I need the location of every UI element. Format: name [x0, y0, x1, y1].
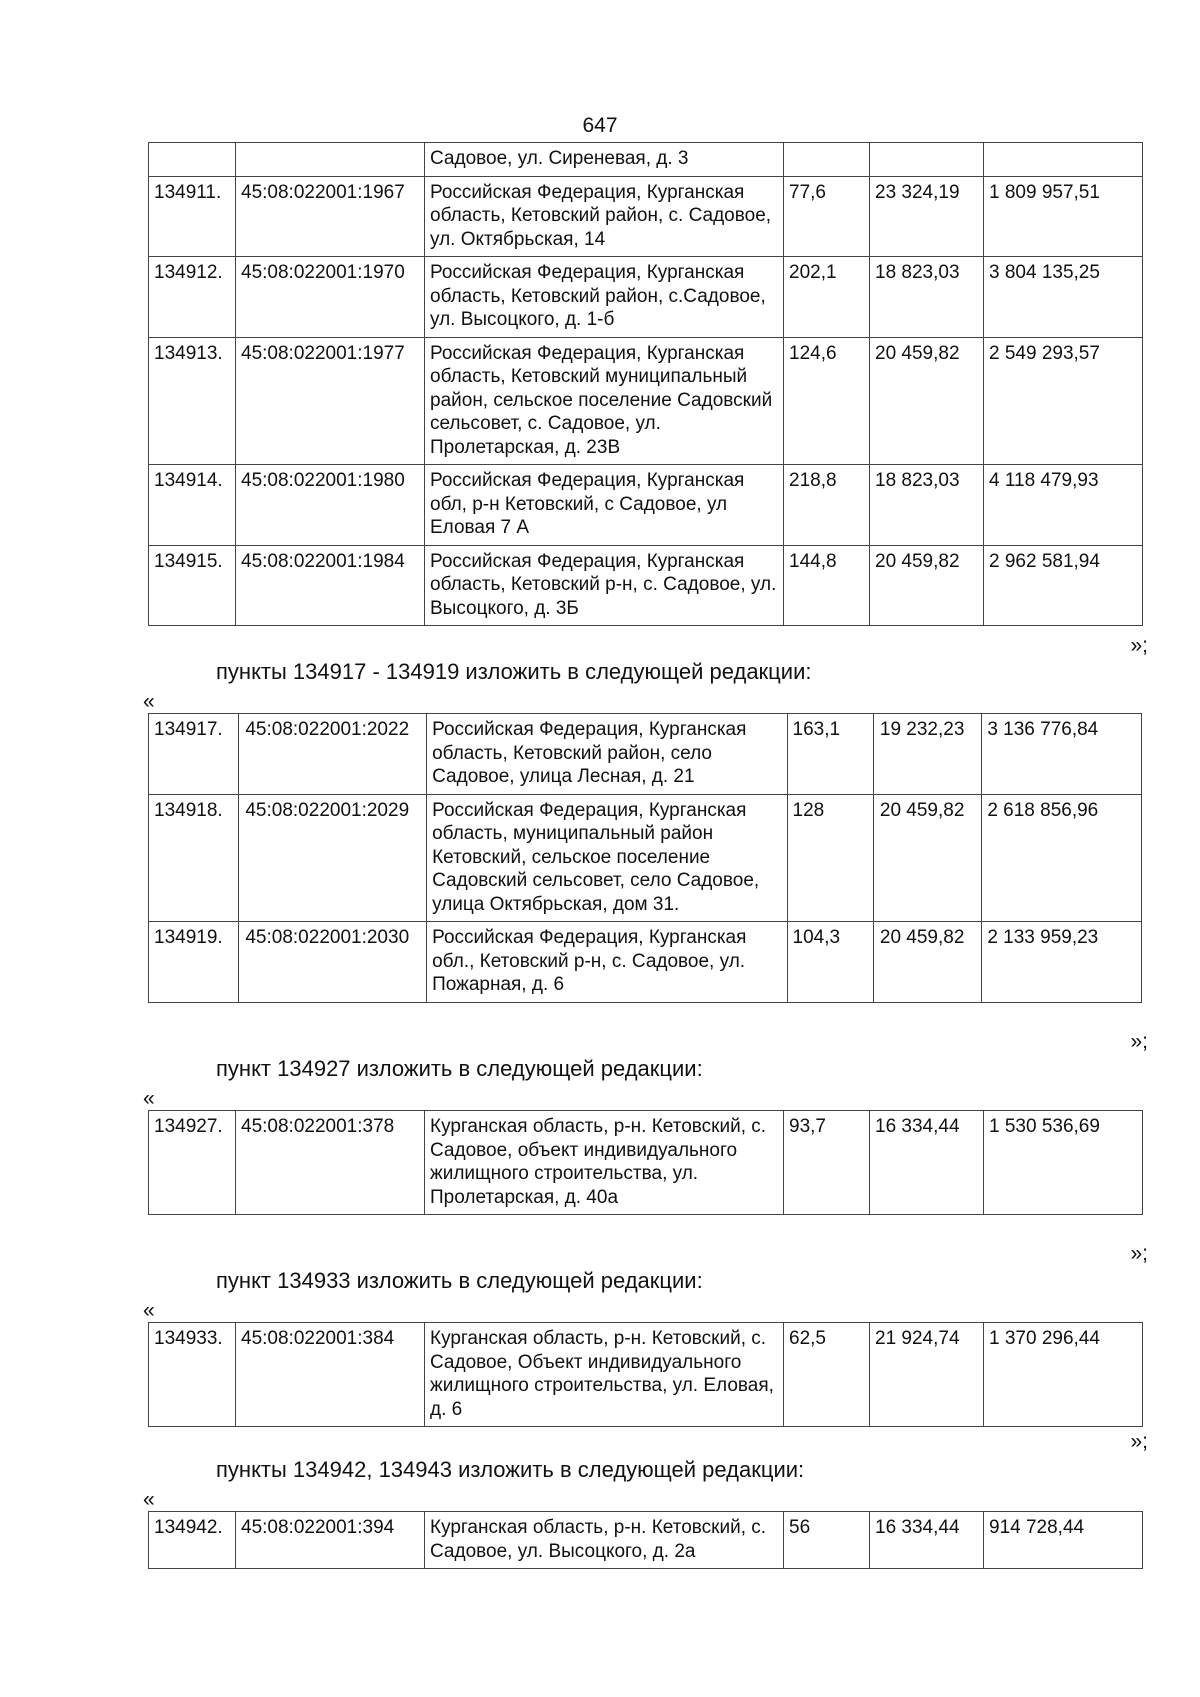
table-row [149, 545, 1143, 626]
registry-table-top [148, 142, 1143, 626]
row-number-cell: 134912. [149, 257, 236, 338]
table-row [149, 1111, 1143, 1215]
registry-table-section-4 [148, 1511, 1143, 1569]
cadastral-value-cell: 1 370 296,44 [984, 1323, 1143, 1427]
area-cell: 124,6 [784, 337, 870, 465]
cadastral-rate-cell: 20 459,82 [873, 794, 981, 922]
opening-quote: « [143, 690, 155, 713]
address-cell: Российская Федерация, Курганская обл., Кетовский р-н, с. Садовое, ул. Пожарная, д. 6 [427, 922, 787, 1003]
address-cell: Российская Федерация, Курганская область, Кетовский район, с.Садовое, ул. Высоцкого, д. 1-б [425, 257, 784, 338]
cadastral-number-cell: 45:08:022001:394 [236, 1512, 425, 1569]
table-row [149, 143, 1143, 177]
registry-table-section-2 [148, 1110, 1143, 1215]
cadastral-value-cell: 4 118 479,93 [984, 465, 1143, 546]
row-number-cell: 134919. [149, 922, 239, 1003]
cadastral-value-cell: 2 133 959,23 [982, 922, 1142, 1003]
cadastral-value-cell: 2 618 856,96 [982, 794, 1142, 922]
table-row [149, 176, 1143, 257]
table-row [149, 714, 1142, 795]
row-number-cell: 134915. [149, 545, 236, 626]
cadastral-value-cell: 1 530 536,69 [984, 1111, 1143, 1215]
opening-quote: « [143, 1299, 155, 1322]
closing-quote: »; [1130, 1430, 1148, 1453]
area-cell: 128 [787, 794, 873, 922]
area-cell: 56 [784, 1512, 870, 1569]
row-number-cell: 134913. [149, 337, 236, 465]
area-cell: 144,8 [784, 545, 870, 626]
area-cell: 62,5 [784, 1323, 870, 1427]
row-number-cell: 134917. [149, 714, 239, 795]
cadastral-number-cell: 45:08:022001:1977 [236, 337, 425, 465]
amendment-instruction: пункты 134942, 134943 изложить в следующей редакции: [216, 1457, 805, 1482]
address-cell: Курганская область, р-н. Кетовский, с. Садовое, Объект индивидуального жилищного строительства, ул. Еловая, д. 6 [425, 1323, 784, 1427]
cadastral-number-cell: 45:08:022001:2030 [239, 922, 427, 1003]
row-number-cell [149, 143, 236, 177]
row-number-cell: 134933. [149, 1323, 236, 1427]
table-row [149, 337, 1143, 465]
area-cell: 104,3 [787, 922, 873, 1003]
amendment-instruction: пункты 134917 - 134919 изложить в следующей редакции: [216, 659, 812, 684]
table-row [149, 465, 1143, 546]
row-number-cell: 134927. [149, 1111, 236, 1215]
table-row [149, 1512, 1143, 1569]
page-number: 647 [582, 114, 618, 137]
cadastral-number-cell: 45:08:022001:1970 [236, 257, 425, 338]
area-cell: 202,1 [784, 257, 870, 338]
cadastral-number-cell [236, 143, 425, 177]
row-number-cell: 134942. [149, 1512, 236, 1569]
area-cell [784, 143, 870, 177]
cadastral-number-cell: 45:08:022001:378 [236, 1111, 425, 1215]
cadastral-rate-cell: 16 334,44 [870, 1111, 984, 1215]
registry-table-section-1 [148, 713, 1142, 1003]
table-row [149, 257, 1143, 338]
closing-quote: »; [1130, 1242, 1148, 1265]
cadastral-number-cell: 45:08:022001:2029 [239, 794, 427, 922]
cadastral-number-cell: 45:08:022001:1967 [236, 176, 425, 257]
row-number-cell: 134914. [149, 465, 236, 546]
cadastral-rate-cell: 18 823,03 [870, 257, 984, 338]
closing-quote: »; [1130, 634, 1148, 657]
cadastral-rate-cell: 21 924,74 [870, 1323, 984, 1427]
table-row [149, 794, 1142, 922]
cadastral-value-cell: 3 804 135,25 [984, 257, 1143, 338]
row-number-cell: 134918. [149, 794, 239, 922]
amendment-instruction: пункт 134933 изложить в следующей редакции: [216, 1268, 703, 1293]
area-cell: 163,1 [787, 714, 873, 795]
cadastral-value-cell: 2 549 293,57 [984, 337, 1143, 465]
address-cell: Курганская область, р-н. Кетовский, с. Садовое, ул. Высоцкого, д. 2а [425, 1512, 784, 1569]
cadastral-value-cell: 3 136 776,84 [982, 714, 1142, 795]
address-cell: Садовое, ул. Сиреневая, д. 3 [425, 143, 784, 177]
cadastral-rate-cell: 20 459,82 [870, 545, 984, 626]
cadastral-number-cell: 45:08:022001:1980 [236, 465, 425, 546]
cadastral-rate-cell: 23 324,19 [870, 176, 984, 257]
cadastral-rate-cell: 18 823,03 [870, 465, 984, 546]
address-cell: Российская Федерация, Курганская область, Кетовский район, с. Садовое, ул. Октябрьская, 14 [425, 176, 784, 257]
cadastral-rate-cell [870, 143, 984, 177]
amendment-instruction: пункт 134927 изложить в следующей редакции: [216, 1056, 703, 1081]
address-cell: Российская Федерация, Курганская обл, р-н Кетовский, с Садовое, ул Еловая 7 А [425, 465, 784, 546]
table-row [149, 922, 1142, 1003]
registry-table-section-3 [148, 1322, 1143, 1427]
cadastral-value-cell: 2 962 581,94 [984, 545, 1143, 626]
cadastral-rate-cell: 16 334,44 [870, 1512, 984, 1569]
closing-quote: »; [1130, 1030, 1148, 1053]
area-cell: 218,8 [784, 465, 870, 546]
cadastral-value-cell: 914 728,44 [984, 1512, 1143, 1569]
cadastral-rate-cell: 19 232,23 [873, 714, 981, 795]
cadastral-rate-cell: 20 459,82 [873, 922, 981, 1003]
address-cell: Российская Федерация, Курганская область, Кетовский муниципальный район, сельское поселение Садовский сельсовет, с. Садовое, ул. Пролетарская, д. 23В [425, 337, 784, 465]
row-number-cell: 134911. [149, 176, 236, 257]
address-cell: Российская Федерация, Курганская область, Кетовский район, село Садовое, улица Лесная, д. 21 [427, 714, 787, 795]
cadastral-rate-cell: 20 459,82 [870, 337, 984, 465]
area-cell: 77,6 [784, 176, 870, 257]
cadastral-value-cell [984, 143, 1143, 177]
opening-quote: « [143, 1087, 155, 1110]
address-cell: Курганская область, р-н. Кетовский, с. Садовое, объект индивидуального жилищного строительства, ул. Пролетарская, д. 40а [425, 1111, 784, 1215]
cadastral-number-cell: 45:08:022001:2022 [239, 714, 427, 795]
cadastral-number-cell: 45:08:022001:384 [236, 1323, 425, 1427]
cadastral-number-cell: 45:08:022001:1984 [236, 545, 425, 626]
address-cell: Российская Федерация, Курганская область, Кетовский р-н, с. Садовое, ул. Высоцкого, д. 3Б [425, 545, 784, 626]
address-cell: Российская Федерация, Курганская область, муниципальный район Кетовский, сельское поселение Садовский сельсовет, село Садовое, улица Октябрьская, дом 31. [427, 794, 787, 922]
table-row [149, 1323, 1143, 1427]
opening-quote: « [143, 1488, 155, 1511]
cadastral-value-cell: 1 809 957,51 [984, 176, 1143, 257]
area-cell: 93,7 [784, 1111, 870, 1215]
